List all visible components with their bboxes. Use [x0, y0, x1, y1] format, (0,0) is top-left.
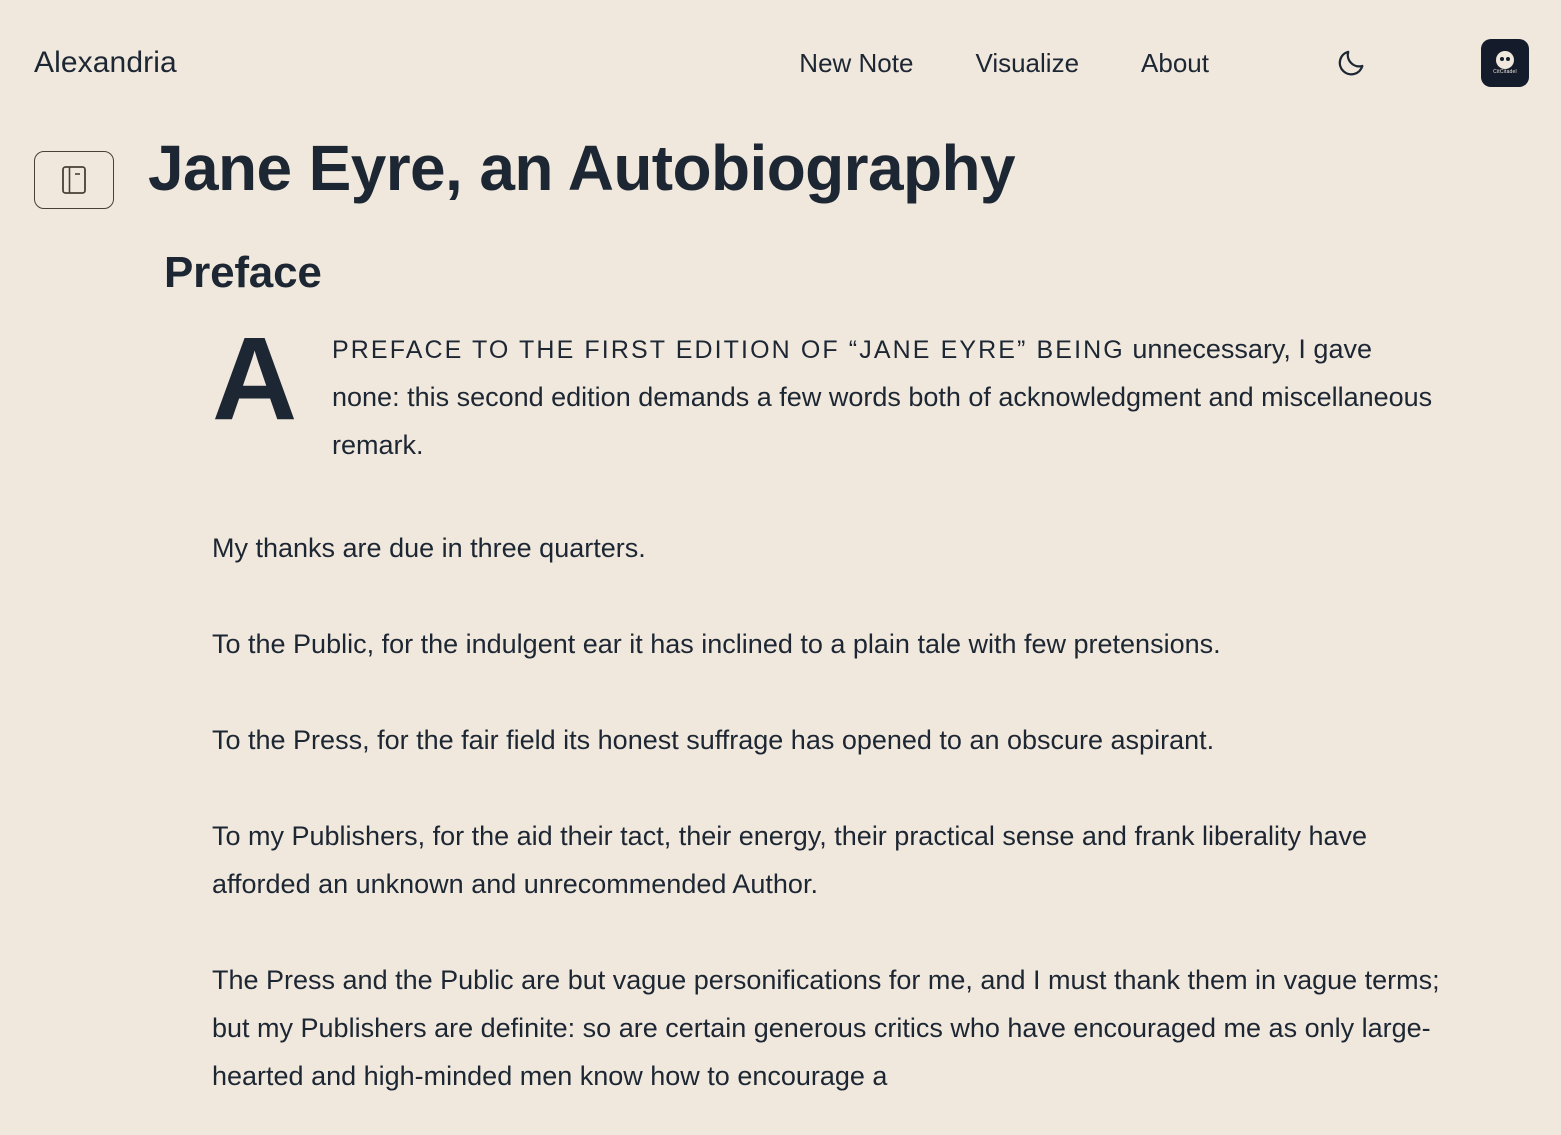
avatar-label: CitCitadel — [1493, 69, 1517, 75]
paragraph-1: My thanks are due in three quarters. — [212, 532, 646, 563]
drop-cap: A — [212, 313, 298, 446]
main-nav — [799, 39, 1529, 87]
avatar[interactable] — [1481, 39, 1529, 87]
lede-rest: unnecessary, I gave none: this second edition demands a few words both of acknowledgment and miscellaneous remark. — [332, 334, 1433, 461]
paragraph-3: To the Press, for the fair field its honest suffrage has opened to an obscure aspirant. — [212, 724, 1215, 755]
title-row — [34, 126, 1561, 209]
document-view — [0, 126, 1561, 1100]
lede-paragraph — [180, 313, 1440, 469]
nav-new-note[interactable]: New Note — [799, 48, 914, 78]
paragraph-4: To my Publishers, for the aid their tact, their energy, their practical sense and frank liberality have afforded an unknown and unrecommended Author. — [212, 820, 1368, 899]
avatar-face-icon — [1496, 51, 1514, 69]
lede-smallcaps: PREFACE TO THE FIRST EDITION OF “JANE EYRE” BEING — [332, 336, 1125, 365]
paragraph-2: To the Public, for the indulgent ear it has inclined to a plain tale with few pretensions. — [212, 628, 1221, 659]
top-navigation-bar — [0, 0, 1561, 126]
document-body — [180, 297, 1440, 1100]
paragraph-5: The Press and the Public are but vague personifications for me, and I must thank them in vague terms; but my Publishers are definite: so are certain generous critics who have encouraged me as only large-hearted and high-minded men know how to encourage a — [212, 964, 1440, 1091]
nav-visualize[interactable]: Visualize — [975, 48, 1080, 78]
section-title: Preface — [164, 248, 322, 297]
nav-about[interactable]: About — [1141, 48, 1209, 78]
page-title: Jane Eyre, an Autobiography — [148, 132, 1015, 204]
book-icon[interactable] — [34, 151, 114, 209]
moon-icon[interactable] — [1331, 43, 1371, 83]
lede-text — [180, 313, 1440, 469]
brand-logo[interactable]: Alexandria — [34, 46, 177, 79]
